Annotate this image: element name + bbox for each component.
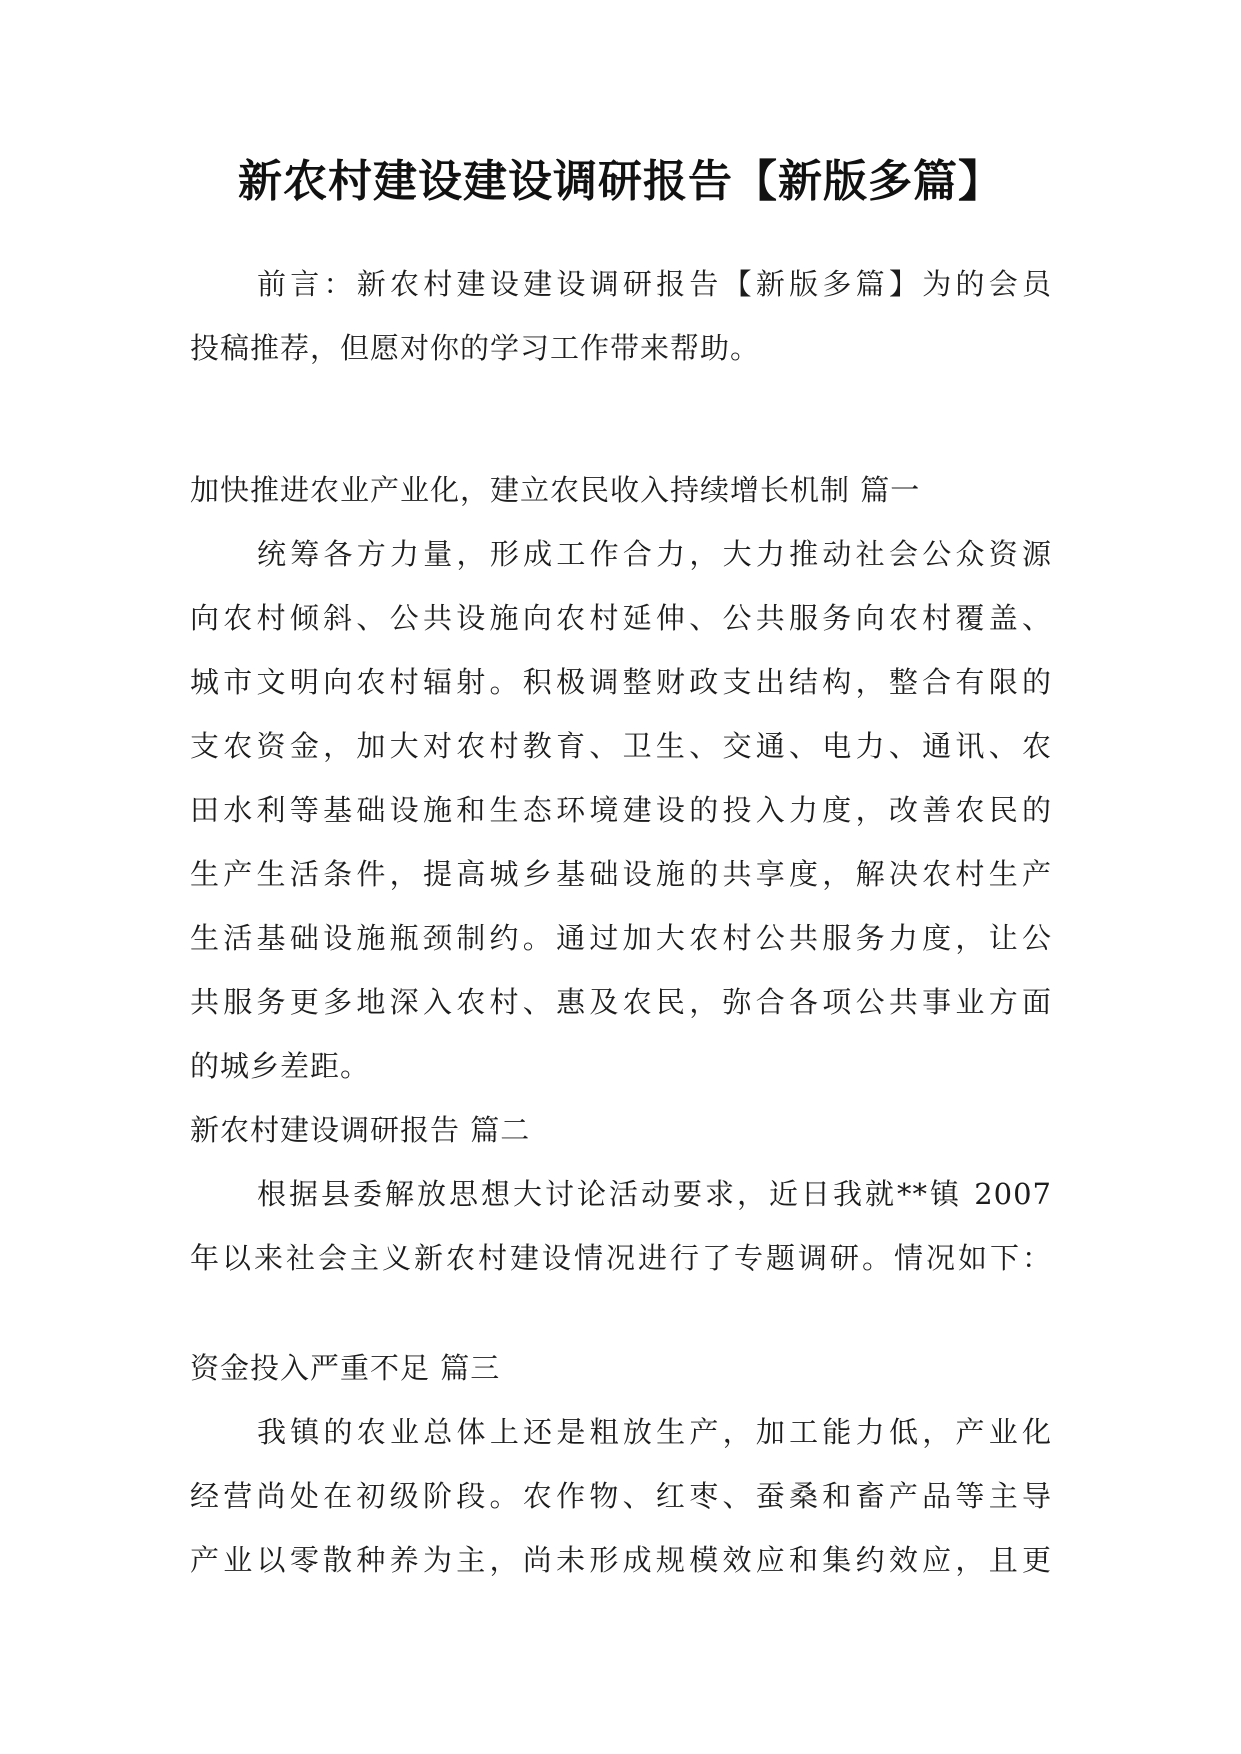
paragraph-line: 根据县委解放思想大讨论活动要求，近日我就**镇 2007: [257, 1177, 1052, 1211]
paragraph-line: 向农村倾斜、公共设施向农村延伸、公共服务向农村覆盖、: [190, 601, 1052, 635]
paragraph-line: 产业以零散种养为主，尚未形成规模效应和集约效应，且更: [190, 1543, 1052, 1577]
document-title: 新农村建设建设调研报告【新版多篇】: [238, 156, 1003, 207]
paragraph-line: 的城乡差距。: [190, 1049, 371, 1083]
paragraph-line: 经营尚处在初级阶段。农作物、红枣、蚕桑和畜产品等主导: [190, 1479, 1052, 1513]
section-heading: 资金投入严重不足 篇三: [190, 1351, 501, 1385]
preface: [190, 252, 1052, 380]
paragraph-line: 生活基础设施瓶颈制约。通过加大农村公共服务力度，让公: [190, 921, 1052, 955]
section-1: [190, 458, 1052, 1098]
section-heading: 加快推进农业产业化，建立农民收入持续增长机制 篇一: [190, 473, 921, 507]
preface-line: 投稿推荐，但愿对你的学习工作带来帮助。: [190, 331, 761, 365]
paragraph-line: 我镇的农业总体上还是粗放生产，加工能力低，产业化: [257, 1415, 1052, 1449]
paragraph-line: 统筹各方力量，形成工作合力，大力推动社会公众资源: [257, 537, 1052, 571]
paragraph-line: 生产生活条件，提高城乡基础设施的共享度，解决农村生产: [190, 857, 1052, 891]
section-2: [190, 1098, 1052, 1290]
paragraph-line: 田水利等基础设施和生态环境建设的投入力度，改善农民的: [190, 793, 1052, 827]
preface-line: 前言：新农村建设建设调研报告【新版多篇】为的会员: [257, 267, 1052, 301]
section-3: [190, 1336, 1052, 1592]
paragraph-line: 支农资金，加大对农村教育、卫生、交通、电力、通讯、农: [190, 729, 1052, 763]
paragraph-line: 共服务更多地深入农村、惠及农民，弥合各项公共事业方面: [190, 985, 1052, 1019]
paragraph-line: 城市文明向农村辐射。积极调整财政支出结构，整合有限的: [190, 665, 1052, 699]
paragraph-line: 年以来社会主义新农村建设情况进行了专题调研。情况如下：: [190, 1241, 1052, 1275]
section-heading: 新农村建设调研报告 篇二: [190, 1113, 531, 1147]
